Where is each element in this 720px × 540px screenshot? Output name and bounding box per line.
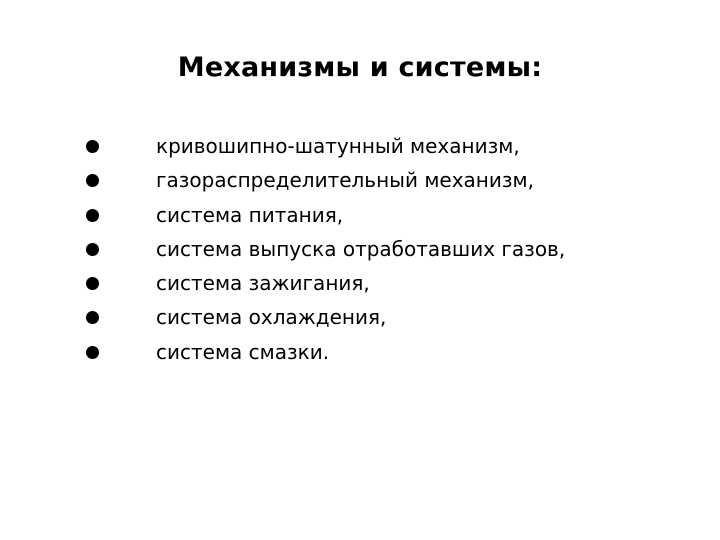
bullet-icon — [86, 174, 99, 187]
list-item — [0, 337, 720, 371]
list-item — [0, 268, 720, 302]
bullet-icon — [86, 311, 99, 324]
bullet-icon — [86, 346, 99, 359]
bullet-icon — [86, 140, 99, 153]
list-item — [0, 302, 720, 336]
list-item-text: система зажигания, — [156, 271, 370, 296]
list-item-text: газораспределительный механизм, — [156, 168, 534, 193]
list-item-text: система питания, — [156, 202, 344, 227]
list-item-text: система смазки. — [156, 339, 330, 364]
list-item — [0, 234, 720, 268]
bullet-list — [0, 131, 720, 371]
bullet-icon — [86, 277, 99, 290]
list-item-text: кривошипно-шатунный механизм, — [156, 134, 520, 158]
list-item-text: система охлаждения, — [156, 305, 387, 330]
bullet-icon — [86, 243, 99, 256]
list-item — [0, 200, 720, 234]
list-item-text: система выпуска отработавших газов, — [156, 236, 566, 261]
list-item — [0, 165, 720, 199]
list-item — [0, 131, 720, 165]
bullet-icon — [86, 209, 99, 222]
slide-title: Механизмы и системы: — [177, 52, 543, 83]
